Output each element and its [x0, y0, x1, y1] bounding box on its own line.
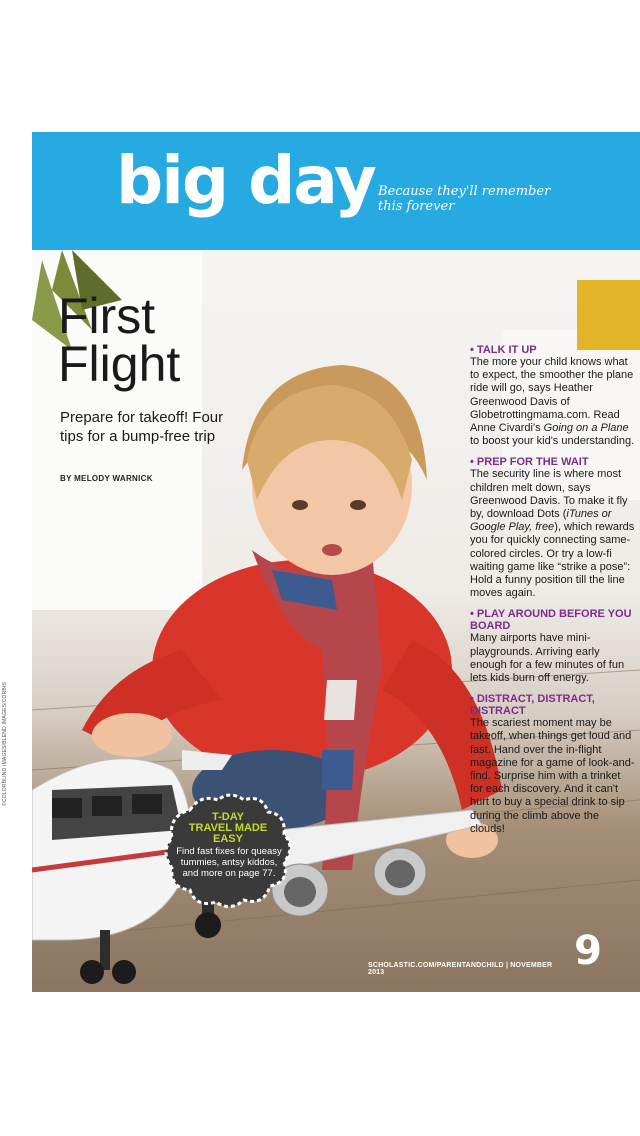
tip-item — [470, 608, 636, 685]
tip-heading: • PREP FOR THE WAIT — [470, 456, 589, 469]
bullet-icon: • — [470, 456, 477, 469]
article-deck: Prepare for takeoff! Four tips for a bump-free trip — [60, 409, 224, 445]
tip-body: Many airports have mini-playgrounds. Arriving early enough for a few minutes of fun lets kids burn off energy. — [470, 632, 625, 685]
tips-column — [470, 344, 636, 844]
bullet-icon: • — [470, 344, 477, 356]
section-title: big day — [116, 142, 375, 219]
tip-body: The scariest moment may be takeoff, when things get loud and fast. Hand over the in-flight magazine for a game of look-and-find. Surprise him with a trinket for each discovery. And it can't hurt to buy a special drink to sip during the climb above the clouds! — [470, 717, 635, 835]
bullet-icon: • — [470, 693, 477, 706]
tip-item — [470, 456, 636, 600]
cloud-badge[interactable] — [160, 790, 296, 912]
page-number: 9 — [574, 928, 602, 974]
article-headline — [58, 288, 278, 392]
wall-art — [577, 280, 640, 350]
photo-credit: ©COLORBLIND IMAGES/BLEND IMAGES/CORBIS — [2, 681, 8, 806]
badge-text: Find fast fixes for queasy tummies, antsy kiddos, and more on page 77. — [176, 846, 282, 879]
tip-item — [470, 693, 636, 836]
headline-line-2: Flight — [58, 336, 181, 392]
tip-body: The security line is where most children melt down, says Greenwood Davis. To make it fly by, download Dots (iTunes or Google Play, free), which rewards you for quickly connecting same-colored circles. Or try a low-fi waiting game like “strike a pose”: Hold a funny position till the line moves again. — [470, 468, 635, 600]
tip-heading: • PLAY AROUND BEFORE YOU BOARD — [470, 608, 632, 633]
badge-title: T-DAY TRAVEL MADE EASY — [188, 811, 268, 845]
tip-heading: • DISTRACT, DISTRACT, DISTRACT — [470, 693, 595, 718]
tip-body: The more your child knows what to expect, the smoother the plane ride will go, says Heather Greenwood Davis of Globetrottingmama.com. Read Anne Civardi's Going on a Plane to boost your kid's understanding. — [470, 356, 635, 448]
tip-heading: • TALK IT UP — [470, 344, 537, 356]
section-header — [32, 132, 640, 250]
section-tagline: Because they'll remember this forever — [378, 184, 551, 214]
headline-line-1: First — [58, 288, 156, 344]
footer-url: SCHOLASTIC.COM/PARENTANDCHILD | NOVEMBER 2013 — [368, 962, 553, 976]
tip-item — [470, 344, 636, 448]
magazine-page — [32, 132, 640, 992]
bullet-icon: • — [470, 608, 477, 621]
article-byline: BY MELODY WARNICK — [60, 474, 153, 483]
